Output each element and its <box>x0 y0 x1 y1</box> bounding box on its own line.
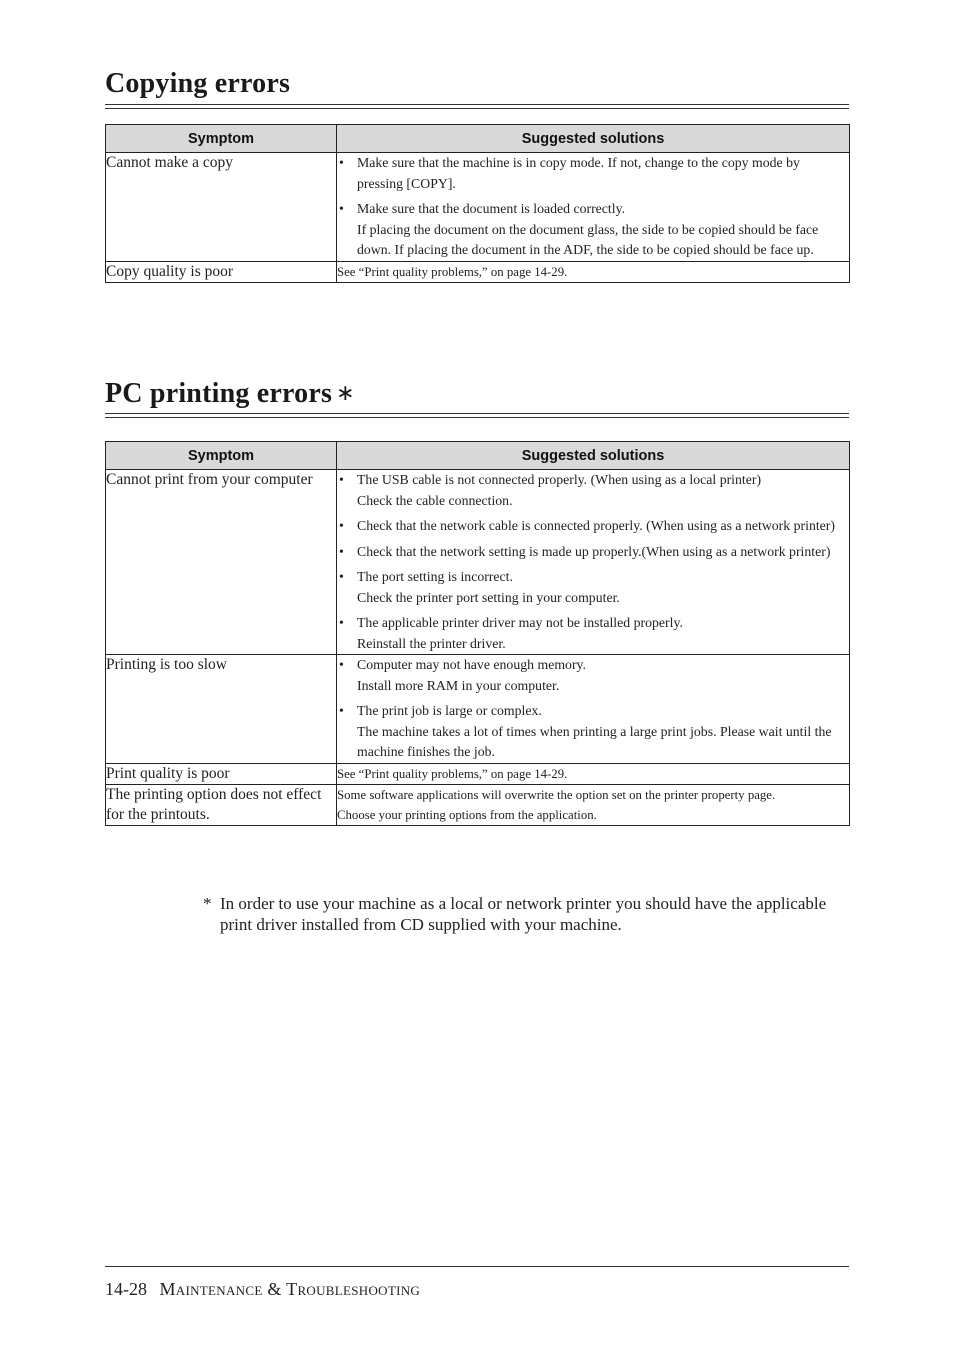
footnote-text: In order to use your machine as a local or network printer you should have the applicable print driver installed from CD supplied with your machine. <box>220 894 827 934</box>
solution-item <box>337 199 849 261</box>
solution-list <box>337 470 849 654</box>
cross-reference-text: See “Print quality problems,” on page 14-29. <box>337 264 568 279</box>
section-title-copying-errors: Copying errors <box>105 68 291 99</box>
cross-reference-text: See “Print quality problems,” on page 14-29. <box>337 766 568 781</box>
asterisk-mark: ∗ <box>336 380 355 405</box>
footnote <box>203 893 843 935</box>
title-divider <box>105 413 849 418</box>
solution-text: If placing the document on the document glass, the side to be copied should be face down. If placing the document in the ADF, the side to be copied should be face up. <box>357 221 819 257</box>
solution-item <box>337 542 849 563</box>
solutions-cell <box>337 470 850 655</box>
solution-text: The print job is large or complex. <box>357 703 542 718</box>
solution-list <box>337 655 849 763</box>
solution-item <box>337 516 849 537</box>
section-title-text: PC printing errors <box>105 378 333 409</box>
solution-list <box>337 153 849 261</box>
symptom-cell: Copy quality is poor <box>106 261 337 282</box>
symptom-header: Symptom <box>106 442 337 470</box>
bullet: • <box>339 155 344 170</box>
page-number: 14-28 <box>105 1279 147 1299</box>
footer-divider <box>105 1266 849 1267</box>
solution-item <box>337 701 849 763</box>
table-header-row <box>106 442 850 470</box>
solutions-cell <box>337 261 850 282</box>
table-row <box>106 763 850 784</box>
solution-item <box>337 655 849 696</box>
bullet: • <box>339 518 344 533</box>
symptom-cell: Cannot print from your computer <box>106 470 337 655</box>
bullet: • <box>339 201 344 216</box>
solution-text: The machine takes a lot of times when printing a large print jobs. Please wait until the machine finishes the job. <box>357 723 832 759</box>
solution-item <box>337 567 849 608</box>
bullet: • <box>339 657 344 672</box>
pc-printing-errors-table <box>105 441 850 826</box>
copying-errors-table <box>105 124 850 283</box>
solution-text: Check that the network cable is connected properly. (When using as a network printer) <box>357 518 835 533</box>
solutions-cell <box>337 655 850 764</box>
symptom-cell: The printing option does not effect for the printouts. <box>106 784 337 825</box>
solution-text: Reinstall the printer driver. <box>357 635 506 651</box>
title-divider <box>105 104 849 109</box>
solution-item <box>337 153 849 194</box>
table-header-row <box>106 125 850 153</box>
solution-text: Check the cable connection. <box>357 492 513 508</box>
solution-text: The applicable printer driver may not be installed properly. <box>357 615 683 630</box>
solution-text: The USB cable is not connected properly. (When using as a local printer) <box>357 472 762 487</box>
solution-item <box>337 613 849 654</box>
solution-text: The port setting is incorrect. <box>357 569 513 584</box>
table-row <box>106 784 850 825</box>
symptom-cell: Cannot make a copy <box>106 153 337 262</box>
bullet: • <box>339 472 344 487</box>
bullet: • <box>339 615 344 630</box>
page-footer <box>105 1279 420 1300</box>
solution-item <box>337 470 849 511</box>
solution-text: Make sure that the document is loaded correctly. <box>357 201 626 216</box>
footnote-marker: * <box>203 894 212 913</box>
table-row <box>106 153 850 262</box>
solution-text: Check the printer port setting in your computer. <box>357 589 620 605</box>
section-title-pc-printing-errors <box>105 378 355 410</box>
solution-text: Make sure that the machine is in copy mode. If not, change to the copy mode by pressing [COPY]. <box>357 155 800 191</box>
solution-text: Check that the network setting is made up properly.(When using as a network printer) <box>357 543 831 559</box>
chapter-title: Maintenance & Troubleshooting <box>159 1279 421 1299</box>
symptom-cell: Printing is too slow <box>106 655 337 764</box>
solution-text: Some software applications will overwrite the option set on the printer property page. <box>337 787 776 802</box>
bullet: • <box>339 543 344 559</box>
bullet: • <box>339 569 344 584</box>
solutions-header: Suggested solutions <box>337 125 850 153</box>
solution-text: Choose your printing options from the application. <box>337 807 597 822</box>
bullet: • <box>339 703 344 718</box>
solution-text: Computer may not have enough memory. <box>357 657 587 672</box>
symptom-cell: Print quality is poor <box>106 763 337 784</box>
solutions-cell <box>337 784 850 825</box>
solutions-cell <box>337 153 850 262</box>
solution-text: Install more RAM in your computer. <box>357 677 560 693</box>
solutions-header: Suggested solutions <box>337 442 850 470</box>
table-row <box>106 655 850 764</box>
table-row <box>106 470 850 655</box>
symptom-header: Symptom <box>106 125 337 153</box>
table-row <box>106 261 850 282</box>
solutions-cell <box>337 763 850 784</box>
